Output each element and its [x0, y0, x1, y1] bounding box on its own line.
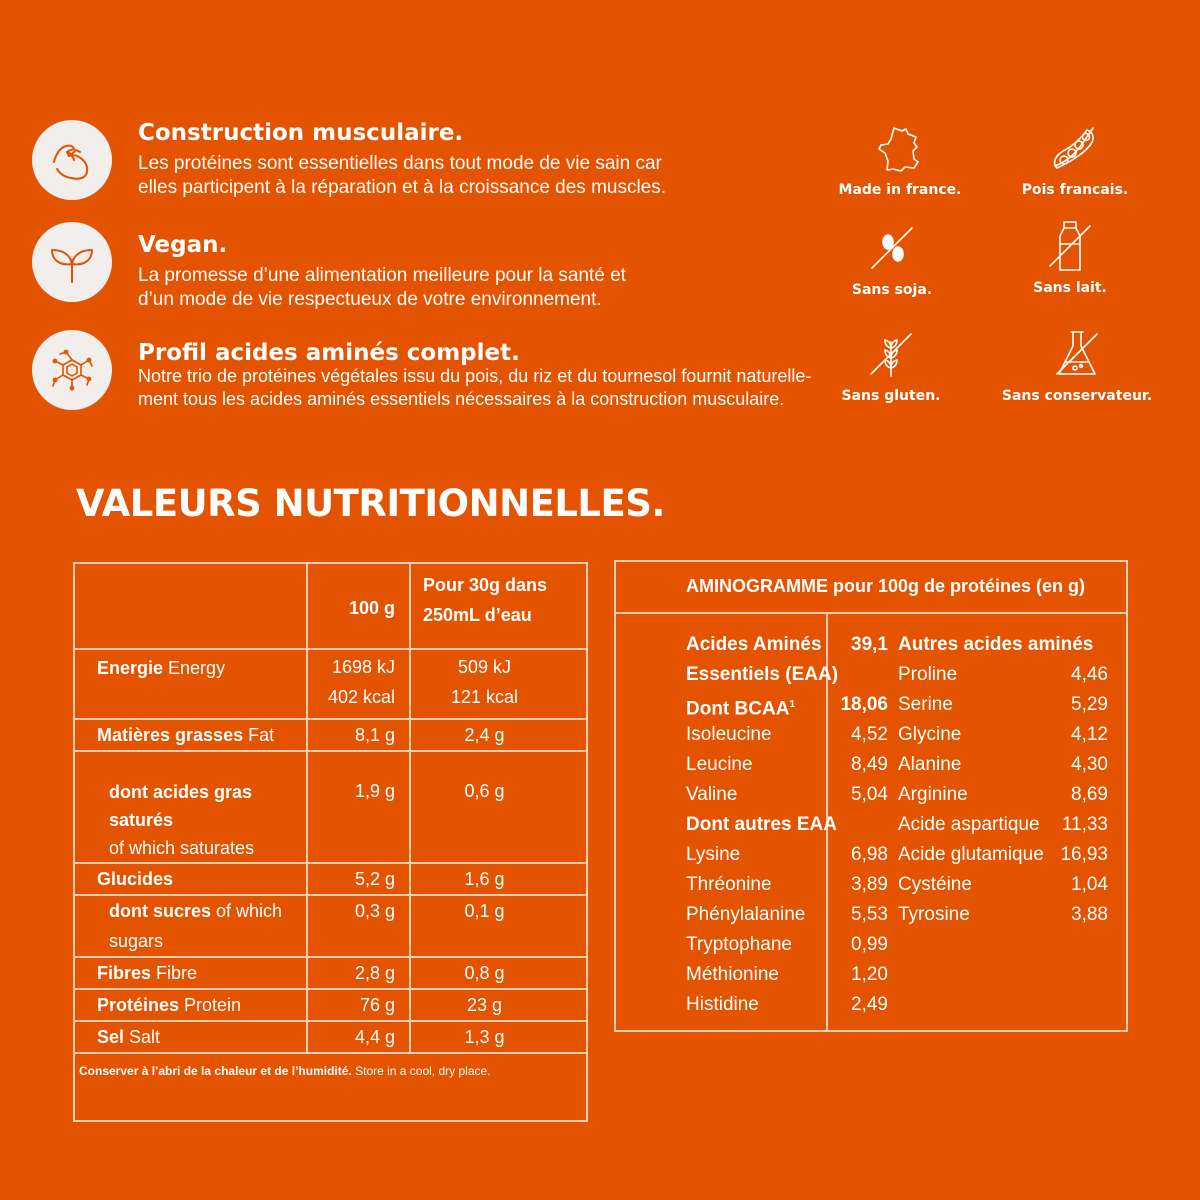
sprout-icon: [44, 234, 100, 290]
feature-description: [138, 365, 858, 411]
feature-line: elles participent à la réparation et à la croissance des muscles.: [138, 177, 667, 198]
value-30g: 2,4 g: [410, 719, 587, 751]
row-label-en: of which sugars: [109, 901, 283, 951]
row-label-en: Protein: [179, 995, 242, 1015]
feature-title: Construction musculaire.: [138, 120, 464, 146]
spacer: [828, 810, 888, 840]
table-row-saturates: [74, 751, 587, 863]
badge-label: Sans gluten.: [841, 388, 941, 404]
amino-name: Thréonine: [686, 874, 772, 895]
no-preservative-icon: [1049, 326, 1105, 382]
amino-name: Histidine: [686, 994, 759, 1015]
row-label-en: Fat: [243, 725, 275, 745]
amino-name: Alanine: [898, 754, 962, 775]
storage-note-fr: Conserver à l’abri de la chaleur et de l’humidité.: [79, 1064, 352, 1078]
value-100g: 2,8 g: [307, 957, 410, 989]
table-row-protein: [74, 989, 587, 1021]
amino-value: 1,04: [1071, 874, 1108, 895]
row-label-en: Fibre: [151, 963, 198, 983]
amino-name: Tryptophane: [686, 934, 792, 955]
amino-value: 5,04: [851, 784, 888, 805]
value-100g: 1,9 g: [307, 751, 410, 863]
value-100g: 8,1 g: [307, 719, 410, 751]
spacer: [1048, 630, 1108, 660]
value-100g: [307, 649, 410, 719]
feature-amino-profile: [32, 328, 832, 428]
row-label-fr: Glucides: [97, 869, 174, 889]
value-line: 1698 kJ: [331, 657, 395, 677]
badge-label: Sans lait.: [1033, 280, 1107, 296]
footnote-marker: 1: [789, 699, 795, 710]
amino-name: Phénylalanine: [686, 904, 806, 925]
amino-value: 11,33: [1061, 814, 1108, 835]
storage-note-en: Store in a cool, dry place.: [351, 1064, 491, 1078]
value-line: 402 kcal: [327, 687, 395, 707]
feature-line: Les protéines sont essentielles dans tout mode de vie sain car: [138, 153, 662, 174]
value-100g: 5,2 g: [307, 863, 410, 895]
bcaa-label-text: Dont BCAA: [686, 698, 790, 720]
amino-name: Acide aspartique: [898, 814, 1040, 835]
badge-label: Sans soja.: [851, 282, 933, 298]
feature-icon-circle: [32, 330, 112, 410]
molecule-icon: [44, 342, 100, 398]
feature-muscle: [32, 120, 832, 220]
other-amino-label: Autres acides aminés: [898, 634, 1094, 655]
amino-value: 5,53: [851, 904, 888, 925]
amino-name: Acide glutamique: [898, 844, 1044, 865]
value-30g: 23 g: [410, 989, 587, 1021]
header-30g-line: Pour 30g dans: [423, 575, 548, 595]
other-eaa-label: Dont autres EAA: [686, 814, 837, 835]
value-line: 121 kcal: [450, 687, 519, 707]
table-row-salt: [74, 1021, 587, 1053]
pea-pod-icon: [1047, 120, 1103, 176]
aminogram-box: [614, 560, 1128, 1032]
badge-label: Pois francais.: [1021, 182, 1129, 198]
badge-label: Made in france.: [838, 182, 962, 198]
amino-value: 4,12: [1071, 724, 1108, 745]
feature-line: d’un mode de vie respectueux de votre environnement.: [138, 289, 602, 310]
nutrition-table: [73, 562, 588, 1122]
row-label: [74, 751, 307, 863]
value-100g: 4,4 g: [307, 1021, 410, 1053]
feature-title: Vegan.: [138, 232, 228, 258]
table-header-row: [74, 563, 587, 649]
eaa-label: Acides Aminés: [686, 634, 822, 655]
amino-name: Valine: [686, 784, 738, 805]
bcaa-label: [686, 690, 826, 720]
flexed-arm-icon: [44, 132, 100, 188]
badge-no-gluten: [806, 326, 976, 404]
eaa-total: 39,1: [851, 634, 888, 655]
amino-value: 0,99: [851, 934, 888, 955]
row-label-fr: dont acides gras saturés: [109, 782, 253, 830]
row-label: [74, 895, 307, 957]
no-gluten-icon: [863, 326, 919, 382]
eaa-names: [686, 630, 839, 1020]
amino-value: 16,93: [1060, 844, 1108, 865]
feature-title: Profil acides aminés complet.: [138, 340, 520, 366]
value-30g: 0,1 g: [410, 895, 587, 957]
value-line: 509 kJ: [457, 657, 512, 677]
amino-value: 4,46: [1071, 664, 1108, 685]
value-30g: 1,3 g: [410, 1021, 587, 1053]
row-label-fr: Protéines: [97, 995, 180, 1015]
table-row-fat: [74, 719, 587, 751]
amino-name: Glycine: [898, 724, 962, 745]
value-100g: 0,3 g: [307, 895, 410, 957]
section-heading: VALEURS NUTRITIONNELLES.: [76, 482, 665, 525]
feature-vegan: [32, 222, 832, 322]
amino-name: Cystéine: [898, 874, 972, 895]
table-row-sugars: [74, 895, 587, 957]
bcaa-total: 18,06: [840, 694, 888, 715]
amino-value: 2,49: [851, 994, 888, 1015]
header-100g: 100 g: [307, 563, 410, 649]
row-label-fr: Matières grasses: [97, 725, 244, 745]
feature-description: [138, 264, 838, 312]
row-label-fr: Energie: [97, 658, 164, 678]
feature-icon-circle: [32, 120, 112, 200]
amino-value: 1,20: [851, 964, 888, 985]
row-label: [74, 1021, 307, 1053]
amino-name: Lysine: [686, 844, 741, 865]
row-label-en: of which saturates: [109, 838, 255, 858]
amino-value: 4,30: [1071, 754, 1108, 775]
amino-name: Serine: [898, 694, 953, 715]
storage-note: [74, 1053, 587, 1121]
amino-name: Arginine: [898, 784, 968, 805]
value-100g: 76 g: [307, 989, 410, 1021]
spacer: [828, 660, 888, 690]
feature-line: Notre trio de protéines végétales issu du pois, du riz et du tournesol fournit naturelle-: [138, 366, 812, 386]
row-label-en: Salt: [124, 1027, 161, 1047]
feature-icon-circle: [32, 222, 112, 302]
amino-value: 3,89: [851, 874, 888, 895]
amino-value: 3,88: [1071, 904, 1108, 925]
feature-line: La promesse d’une alimentation meilleure pour la santé et: [138, 265, 626, 286]
badge-french-peas: [990, 120, 1160, 198]
header-empty-cell: [74, 563, 307, 649]
table-row-carbs: [74, 863, 587, 895]
amino-value: 5,29: [1071, 694, 1108, 715]
no-milk-icon: [1042, 218, 1098, 274]
row-label: [74, 989, 307, 1021]
eaa-label: Essentiels (EAA): [686, 664, 839, 685]
amino-name: Leucine: [686, 754, 753, 775]
no-soy-icon: [864, 220, 920, 276]
amino-name: Isoleucine: [686, 724, 772, 745]
badge-no-milk: [985, 218, 1155, 296]
value-30g: 0,8 g: [410, 957, 587, 989]
amino-value: 4,52: [851, 724, 888, 745]
row-label: [74, 863, 307, 895]
table-row-fibre: [74, 957, 587, 989]
feature-line: ment tous les acides aminés essentiels nécessaires à la construction musculaire.: [138, 389, 785, 409]
amino-name: Proline: [898, 664, 958, 685]
value-30g: 1,6 g: [410, 863, 587, 895]
table-row-energy: [74, 649, 587, 719]
amino-value: 8,69: [1071, 784, 1108, 805]
badge-label: Sans conservateur.: [1001, 388, 1153, 404]
feature-description: [138, 152, 838, 200]
amino-value: 6,98: [851, 844, 888, 865]
amino-name: Tyrosine: [898, 904, 970, 925]
value-30g: 0,6 g: [410, 751, 587, 863]
badge-no-preservative: [992, 326, 1162, 404]
aminogram-title: AMINOGRAMME pour 100g de protéines (en g): [616, 562, 1126, 614]
row-label: [74, 649, 307, 719]
header-30g-line: 250mL d’eau: [423, 605, 532, 625]
header-30g: [410, 563, 587, 649]
france-map-icon: [872, 120, 928, 176]
amino-name: Méthionine: [686, 964, 779, 985]
badge-no-soy: [807, 220, 977, 298]
badge-made-in-france: [815, 120, 985, 198]
other-amino-values: [1048, 630, 1108, 930]
row-label-fr: Sel: [97, 1027, 125, 1047]
row-label-en: Energy: [163, 658, 226, 678]
row-label: [74, 957, 307, 989]
row-label-fr: Fibres: [97, 963, 152, 983]
amino-value: 8,49: [851, 754, 888, 775]
table-footnote-row: [74, 1053, 587, 1121]
row-label-fr: dont sucres: [109, 901, 212, 921]
eaa-values: [828, 630, 888, 1020]
value-30g: [410, 649, 587, 719]
row-label: [74, 719, 307, 751]
